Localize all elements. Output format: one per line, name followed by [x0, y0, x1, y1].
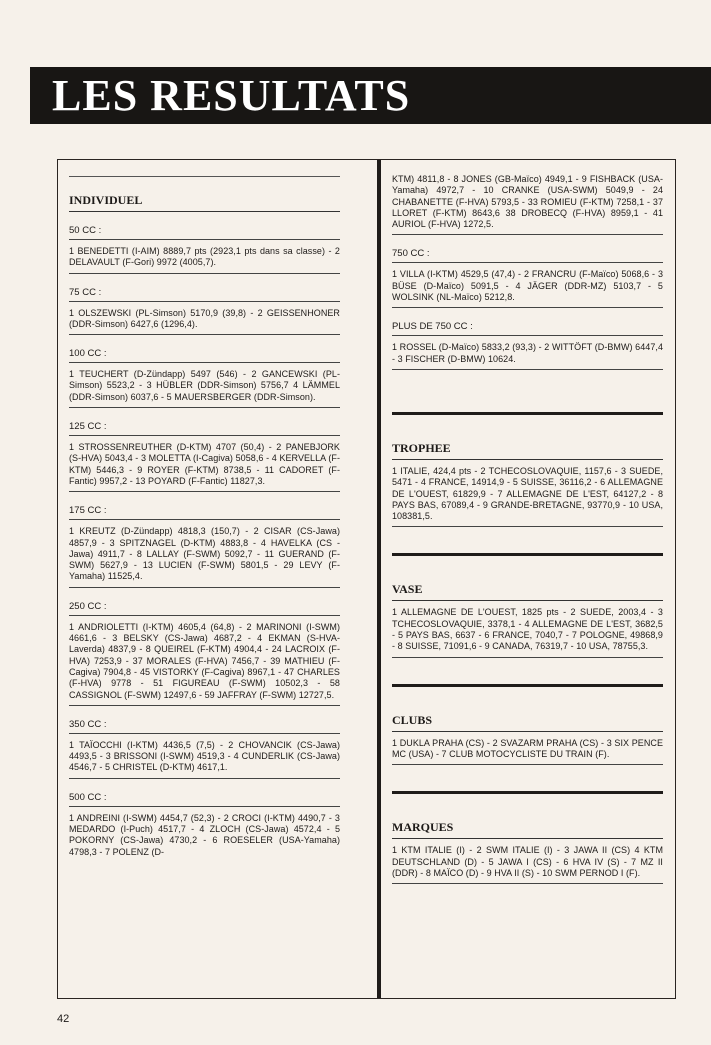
- category-label-250cc: 250 CC :: [69, 588, 340, 616]
- category-label-350cc: 350 CC :: [69, 706, 340, 734]
- heading-marques: MARQUES: [392, 806, 663, 839]
- category-results-100cc: 1 TEUCHERT (D-Zündapp) 5497 (546) - 2 GANCEWSKI (PL-Simson) 5523,2 - 3 HÜBLER (DDR-Simson) 5756,7 4 LÄMMEL (DDR-Simson) 6037,6 - 5 MAUERSBERGER (DDR-Simson).: [69, 363, 340, 408]
- category-label-50cc: 50 CC :: [69, 212, 340, 240]
- category-label-100cc: 100 CC :: [69, 335, 340, 363]
- category-label-75cc: 75 CC :: [69, 274, 340, 302]
- category-results-350cc: 1 TAÏOCCHI (I-KTM) 4436,5 (7,5) - 2 CHOVANCIK (CS-Jawa) 4493,5 - 3 BRISSONI (I-SWM) 4519,3 - 4 CUNDERLIK (CS-Jawa) 4546,7 - 5 CHRISTEL (D-KTM) 4617,1.: [69, 734, 340, 779]
- category-label-175cc: 175 CC :: [69, 492, 340, 520]
- divider: [392, 791, 663, 794]
- divider: [392, 553, 663, 556]
- left-column: [69, 170, 340, 862]
- vase-results: 1 ALLEMAGNE DE L'OUEST, 1825 pts - 2 SUEDE, 2003,4 - 3 TCHECOSLOVAQUIE, 3378,1 - 4 ALLEMAGNE DE L'EST, 3682,5 - 5 PAYS BAS, 6637 - 6 FRANCE, 7040,7 - 7 POLOGNE, 49868,9 - 8 SUISSE, 71091,6 - 9 CANADA, 76319,7 - 10 USA, 78755,3.: [392, 601, 663, 657]
- heading-individuel: INDIVIDUEL: [69, 179, 340, 212]
- category-results-175cc: 1 KREUTZ (D-Zündapp) 4818,3 (150,7) - 2 CISAR (CS-Jawa) 4857,9 - 3 SPITZNAGEL (D-KTM) 4883,8 - 4 HAVELKA (CS - Jawa) 4911,7 - 8 LALLAY (F-SWM) 5092,7 - 11 GUERAND (F-SWM) 5627,9 - 13 LUCIEN (F-SWM) 5801,5 - 29 LEVY (F-Yamaha) 11525,4.: [69, 520, 340, 587]
- marques-results: 1 KTM ITALIE (I) - 2 SWM ITALIE (I) - 3 JAWA II (CS) 4 KTM DEUTSCHLAND (D) - 5 JAWA I (CS) - 6 HVA IV (S) - 7 MZ II (DDR) - 8 MAÏCO (D) - 9 HVA II (S) - 10 SWM PERNOD I (F).: [392, 839, 663, 884]
- heading-vase: VASE: [392, 568, 663, 601]
- category-results-75cc: 1 OLSZEWSKI (PL-Simson) 5170,9 (39,8) - 2 GEISSENHONER (DDR-Simson) 6427,6 (1296,4).: [69, 302, 340, 336]
- category-results-125cc: 1 STROSSENREUTHER (D-KTM) 4707 (50,4) - 2 PANEBJORK (S-HVA) 5043,4 - 3 MOLETTA (I-Cagiva) 5058,6 - 4 KERVELLA (F-KTM) 5446,3 - 9 ROYER (F-KTM) 8738,5 - 11 CADORET (F-Fantic) 9957,2 - 13 POYARD (F-Fantic) 11827,3.: [69, 436, 340, 492]
- title-band: [30, 67, 711, 124]
- clubs-results: 1 DUKLA PRAHA (CS) - 2 SVAZARM PRAHA (CS) - 3 SIX PENCE MC (USA) - 7 CLUB MOTOCYCLISTE DU TRAIN (F).: [392, 732, 663, 766]
- category-results-500cc: 1 ANDREINI (I-SWM) 4454,7 (52,3) - 2 CROCI (I-KTM) 4490,7 - 3 MEDARDO (I-Puch) 4517,7 - 4 ZLOCH (CS-Jawa) 4572,4 - 5 POKORNY (CS-Jawa) 4730,2 - 6 ROESELER (USA-Yamaha) 4798,3 - 7 POLENZ (D-: [69, 812, 340, 857]
- divider: [69, 176, 340, 177]
- category-label-plus-750cc: PLUS DE 750 CC :: [392, 308, 663, 336]
- category-label-750cc: 750 CC :: [392, 235, 663, 263]
- divider: [392, 684, 663, 687]
- category-results-750cc: 1 VILLA (I-KTM) 4529,5 (47,4) - 2 FRANCRU (F-Maïco) 5068,6 - 3 BÜSE (D-Maïco) 5091,5 - 4 JÄGER (DDR-MZ) 5103,7 - 5 WOLSINK (NL-Maïco) 5212,8.: [392, 263, 663, 308]
- category-results-50cc: 1 BENEDETTI (I-AIM) 8889,7 pts (2923,1 pts dans sa classe) - 2 DELAVAULT (F-Gori) 9972 (4005,7).: [69, 240, 340, 274]
- heading-trophee: TROPHEE: [392, 427, 663, 460]
- page-number: 42: [57, 1013, 70, 1025]
- category-results-500cc-continued: KTM) 4811,8 - 8 JONES (GB-Maïco) 4949,1 - 9 FISHBACK (USA-Yamaha) 4972,7 - 10 CRANKE (USA-SWM) 5049,9 - 24 CHABANETTE (F-HVA) 5793,5 - 33 ROMIEU (F-KTM) 7258,1 - 37 LLORET (F-KTM) 8643,6 38 DROBECQ (F-HVA) 8959,1 - 41 AURIOL (F-HVA) 1272,5.: [392, 172, 663, 235]
- heading-clubs: CLUBS: [392, 699, 663, 732]
- category-label-500cc: 500 CC :: [69, 779, 340, 807]
- category-results-plus-750cc: 1 ROSSEL (D-Maïco) 5833,2 (93,3) - 2 WITTÖFT (D-BMW) 6447,4 - 3 FISCHER (D-BMW) 10624.: [392, 336, 663, 370]
- column-divider: [377, 160, 381, 998]
- trophee-results: 1 ITALIE, 424,4 pts - 2 TCHECOSLOVAQUIE, 1157,6 - 3 SUEDE, 5471 - 4 FRANCE, 14914,9 - 5 SUISSE, 36116,2 - 6 ALLEMAGNE DE L'OUEST, 61829,9 - 7 ALLEMAGNE DE L'EST, 64127,2 - 8 PAYS BAS, 67089,4 - 9 GRANDE-BRETAGNE, 93770,9 - 10 USA, 108381,5.: [392, 460, 663, 527]
- page-title: LES RESULTATS: [52, 71, 411, 120]
- right-column: [392, 172, 663, 884]
- category-label-125cc: 125 CC :: [69, 408, 340, 436]
- category-results-250cc: 1 ANDRIOLETTI (I-KTM) 4605,4 (64,8) - 2 MARINONI (I-SWM) 4661,6 - 3 BELSKY (CS-Jawa) 4687,2 - 4 EKMAN (S-HVA-Laverda) 4837,9 - 8 QUEIREL (F-KTM) 4904,4 - 24 LACROIX (F-HVA) 7253,9 - 37 MORALES (F-HVA) 7456,7 - 39 MATHIEU (F-Cagiva) 7904,8 - 45 VISTORKY (F-Cagiva) 8967,1 - 47 CHARLES (F-HVA) 9778 - 51 FIGUREAU (F-SWM) 10502,3 - 58 CASSIGNOL (F-SWM) 12497,6 - 59 JAFFRAY (F-SWM) 12727,5.: [69, 616, 340, 706]
- divider: [392, 412, 663, 415]
